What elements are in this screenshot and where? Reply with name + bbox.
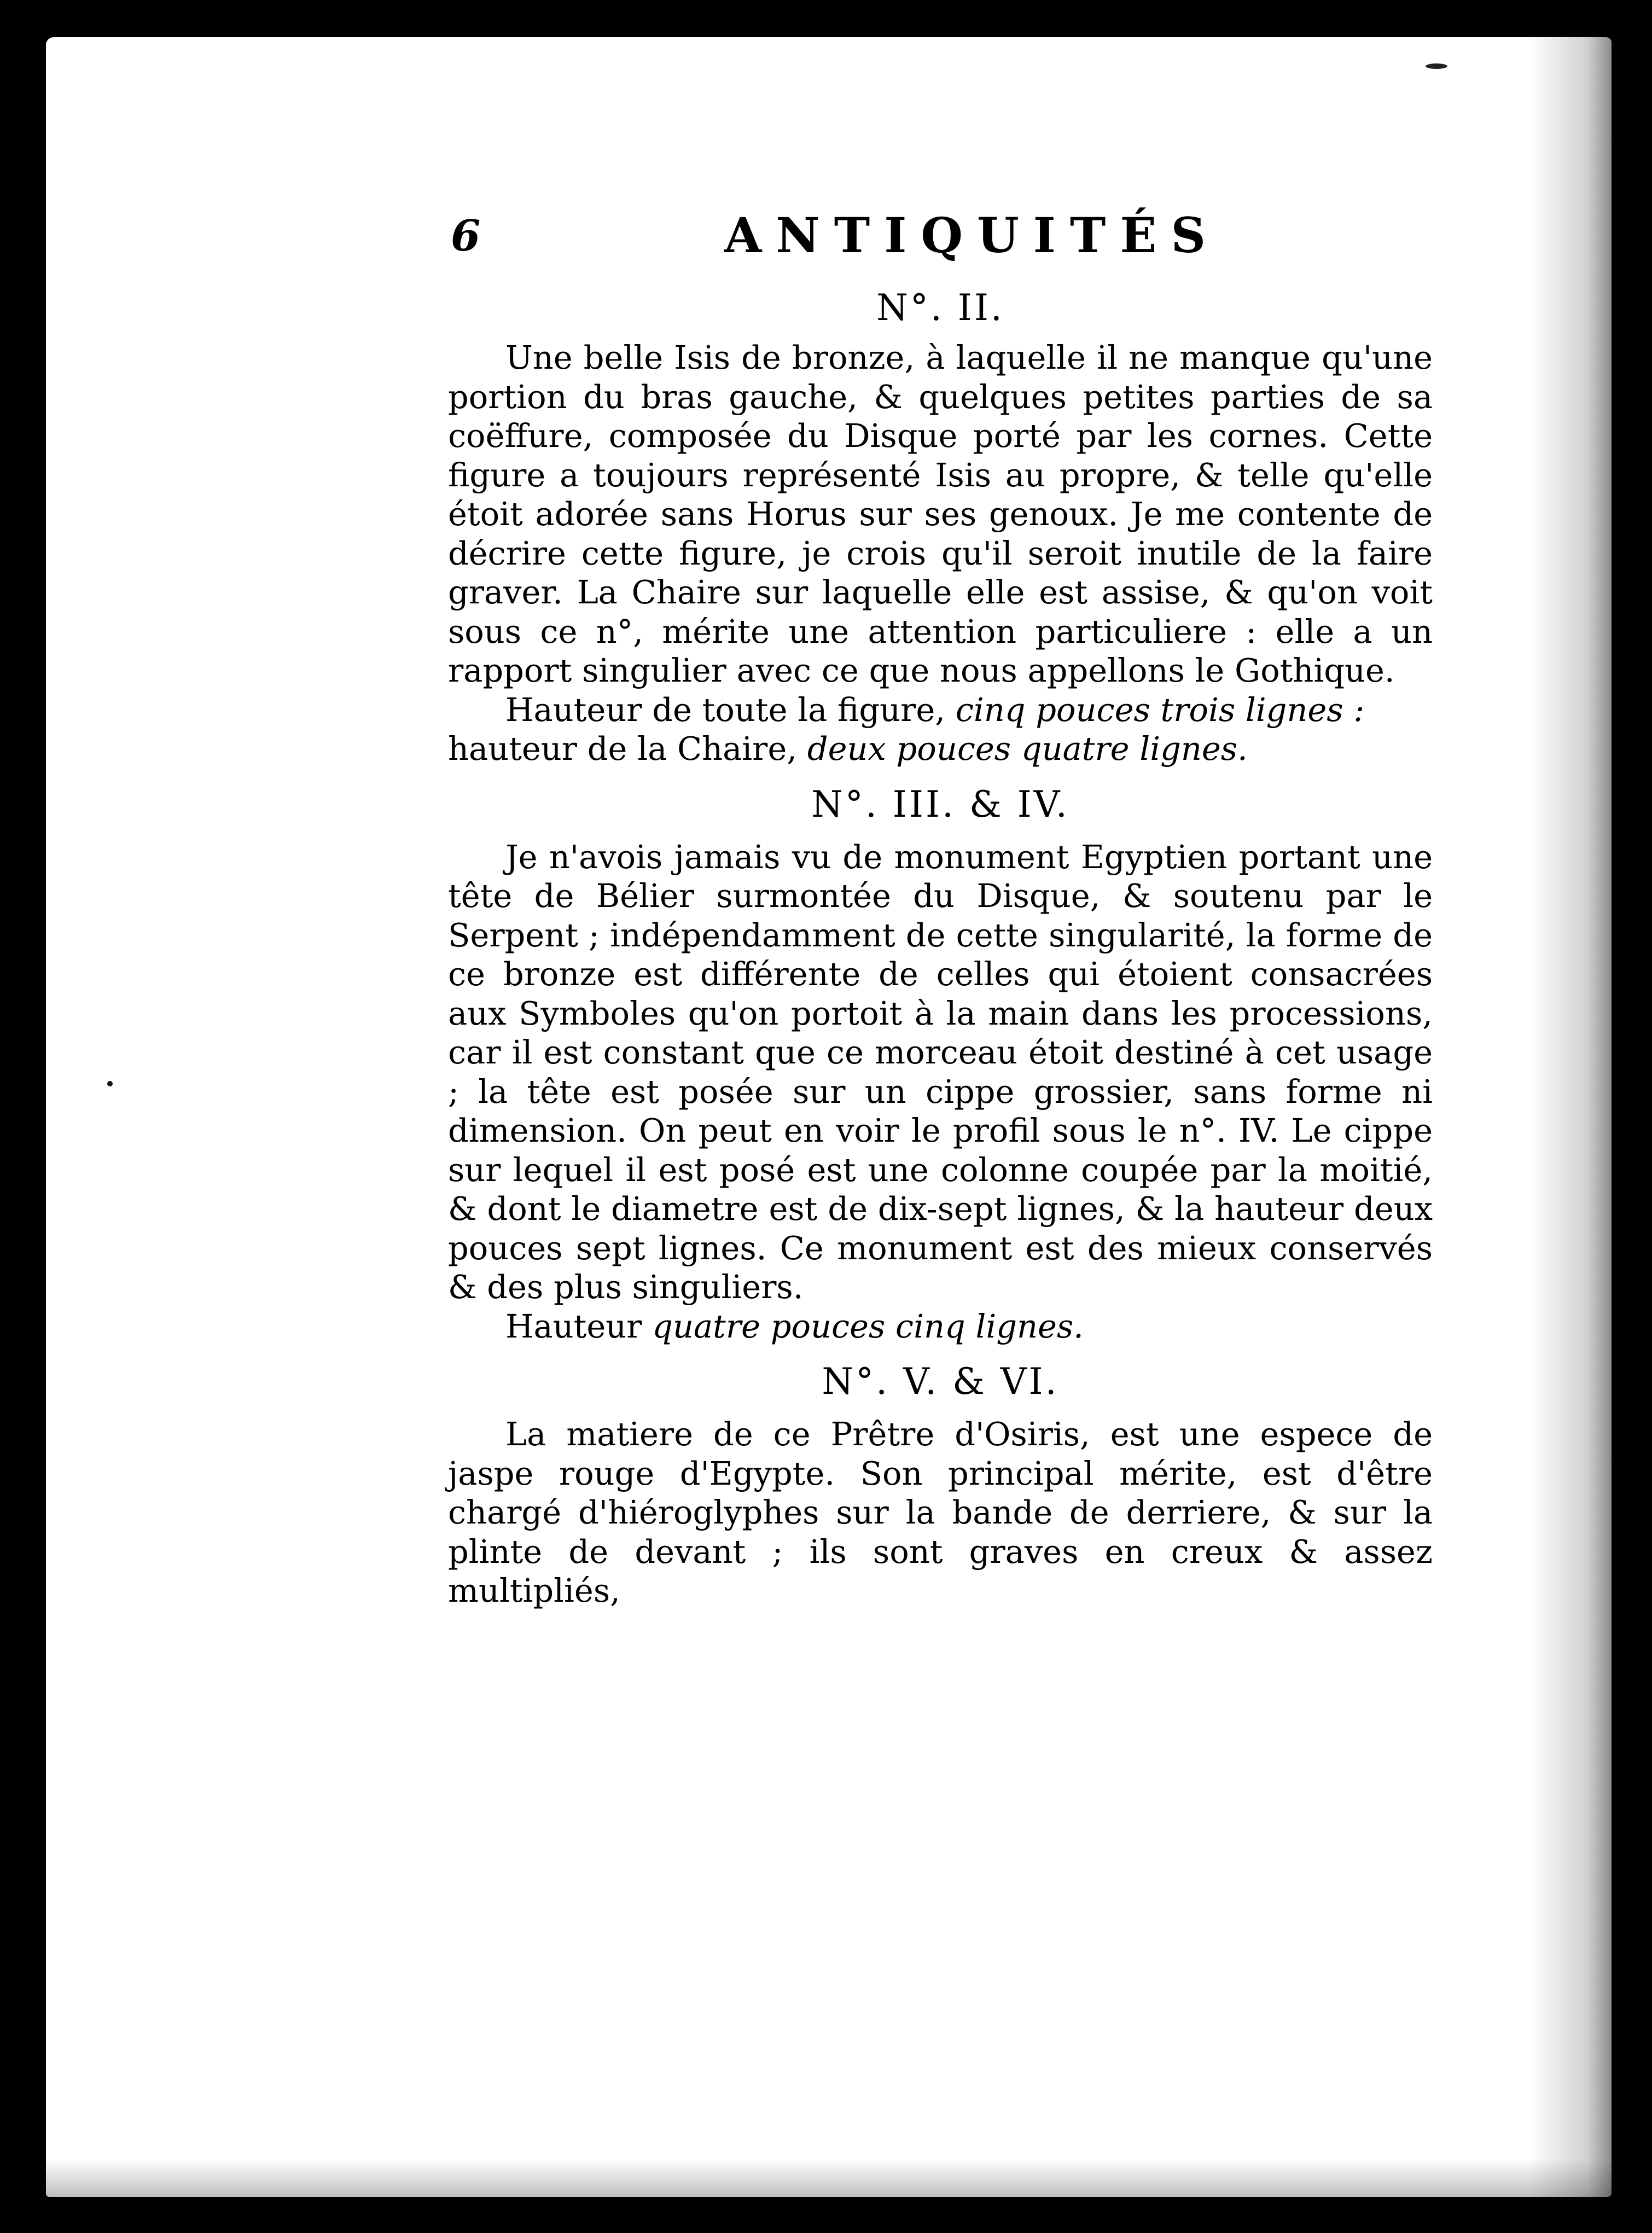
section-heading-ii: N°. II.	[876, 287, 1004, 329]
measure-label: Hauteur	[505, 1307, 642, 1345]
ink-smudge	[1426, 63, 1447, 69]
measure-value: quatre pouces cinq lignes.	[652, 1307, 1084, 1345]
paragraph-belier: Je n'avois jamais vu de monument Egyptien portant une tête de Bélier surmontée du Disque, & soutenu par le Serpent ; indépendamment de cette singularité, la forme de ce bronze est différente de celles qui étoient consacrées aux Symboles qu'on portoit à la main dans les processions, car il est constant que ce morceau étoit destiné à cet usage ; la tête est posée sur un cippe grossier, sans forme ni dimension. On peut en voir le profil sous le n°. IV. Le cippe sur lequel il est posé est une colonne coupée par la moitié, & dont le diametre est de dix-sept lignes, & la hauteur deux pouces sept lignes. Ce monument est des mieux conservés & des plus singuliers.	[448, 838, 1433, 1306]
measure-label: Hauteur de toute la figure,	[505, 690, 946, 729]
text-block	[448, 278, 1433, 1610]
measurements-isis	[448, 690, 1433, 769]
measure-value: cinq pouces trois lignes :	[955, 690, 1365, 729]
page-header	[451, 201, 1479, 272]
section-heading-v-vi: N°. V. & VI.	[822, 1360, 1059, 1403]
paragraph-pretre: La matiere de ce Prêtre d'Osiris, est une espece de jaspe rouge d'Egypte. Son principal mérite, est d'être chargé d'hiéroglyphes sur la bande de derriere, & sur la plinte de devant ; ils sont graves en creux & assez multipliés,	[448, 1415, 1433, 1609]
running-title: ANTIQUITÉS	[724, 207, 1220, 264]
measure-label: hauteur de la Chaire,	[448, 730, 798, 767]
measurements-belier	[448, 1307, 1433, 1346]
page-number: 6	[451, 211, 481, 261]
paragraph-isis: Une belle Isis de bronze, à laquelle il ne manque qu'une portion du bras gauche, & quelques petites parties de sa coëffure, composée du Disque porté par les cornes. Cette figure a toujours représenté Isis au propre, & telle qu'elle étoit adorée sans Horus sur ses genoux. Je me contente de décrire cette figure, je crois qu'il seroit inutile de la faire graver. La Chaire sur laquelle elle est assise, & qu'on voit sous ce n°, mérite une attention particuliere : elle a un rapport singulier avec ce que nous appellons le Gothique.	[448, 339, 1433, 689]
measure-value: deux pouces quatre lignes.	[807, 730, 1248, 767]
section-heading-iii-iv: N°. III. & IV.	[811, 783, 1069, 825]
ink-dot	[107, 1081, 113, 1086]
book-page	[46, 37, 1612, 2197]
